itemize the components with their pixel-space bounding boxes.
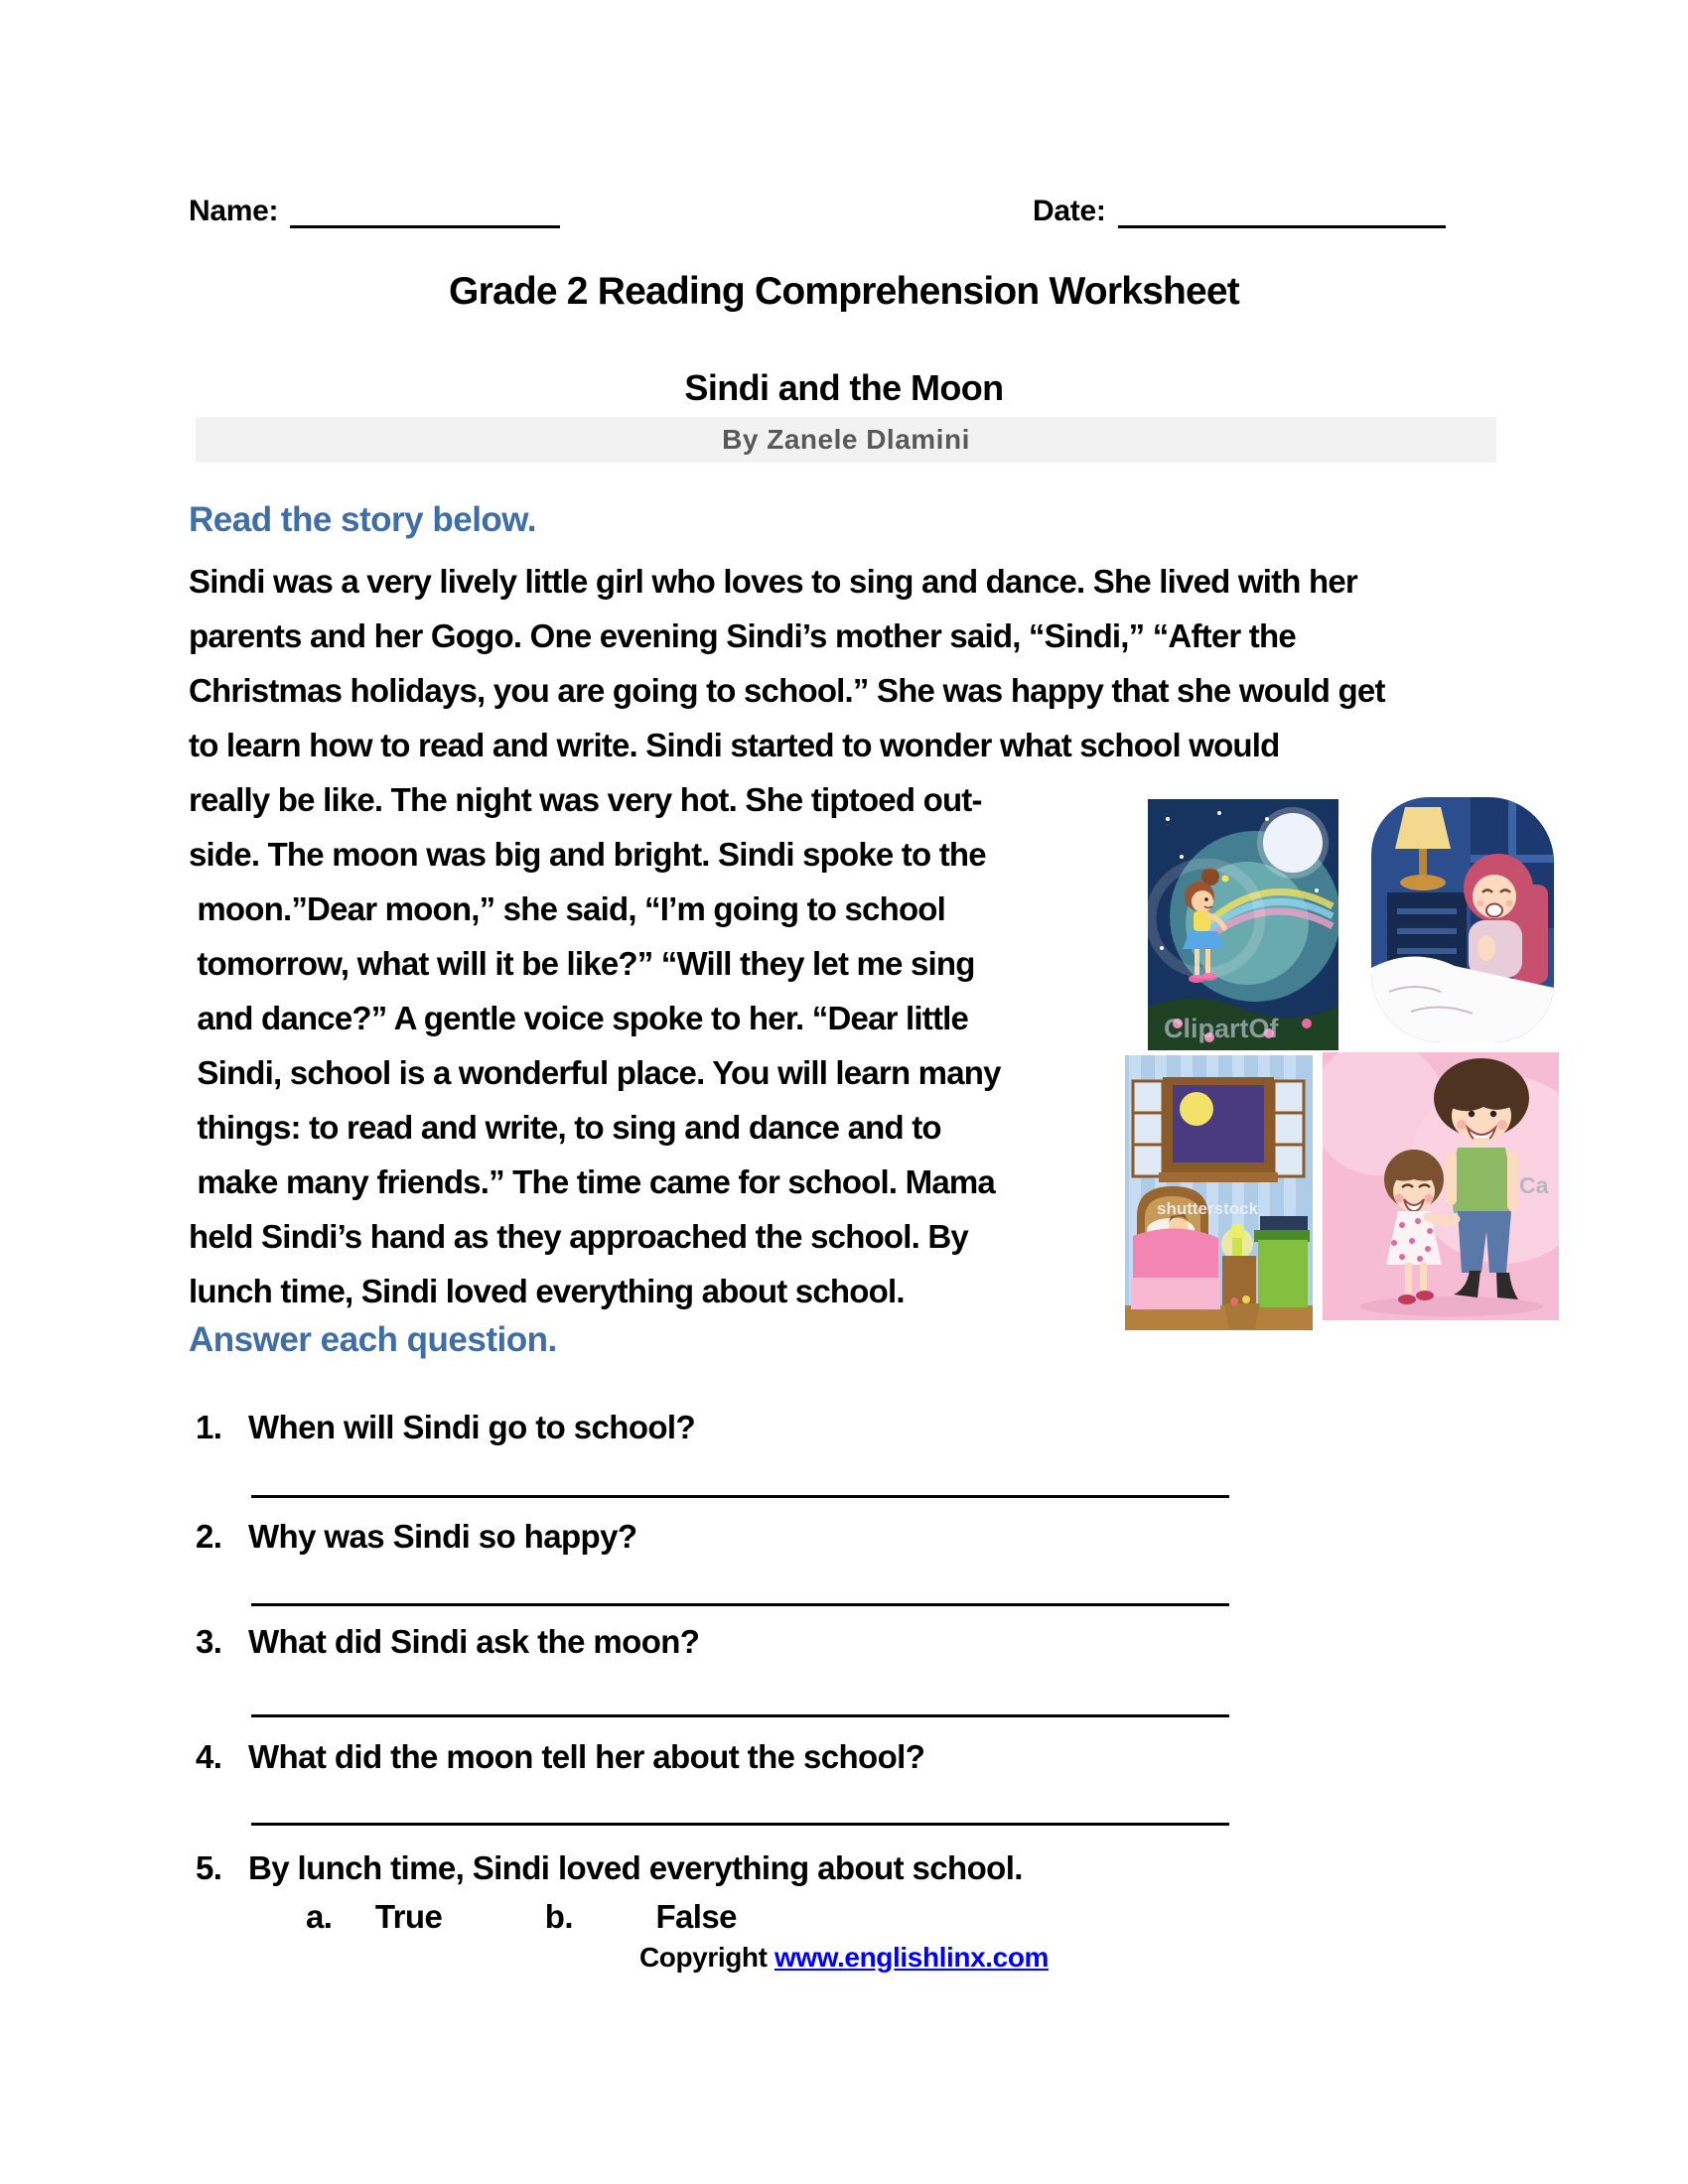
name-blank-line xyxy=(290,196,560,228)
nightstand xyxy=(1222,1256,1256,1305)
worksheet-title: Grade 2 Reading Comprehension Worksheet xyxy=(449,270,1239,313)
illustration-mother-and-daughter xyxy=(1323,1052,1559,1320)
story-line: parents and her Gogo. One evening Sindi’s mother said, “Sindi,” “After the xyxy=(189,617,1296,654)
option-b-value: False xyxy=(655,1898,737,1935)
footer xyxy=(0,1942,1688,1974)
story-line: tomorrow, what will it be like?” “Will they let me sing xyxy=(189,945,975,982)
option-b-label: b. xyxy=(544,1898,573,1935)
question-1 xyxy=(196,1408,695,1447)
name-field xyxy=(189,195,560,228)
bedroom-night-scene xyxy=(1125,1055,1313,1330)
question-text: By lunch time, Sindi loved everything about school. xyxy=(248,1849,1023,1886)
question-number: 1. xyxy=(196,1409,222,1445)
story-line: and dance?” A gentle voice spoke to her. “Dear little xyxy=(189,1000,969,1036)
story-line: things: to read and write, to sing and dance and to xyxy=(189,1109,941,1146)
girl-praying-scene xyxy=(1371,797,1554,1042)
story-line: moon.”Dear moon,” she said, “I’m going to school xyxy=(189,890,946,927)
illustration-girl-praying xyxy=(1371,797,1554,1042)
moon-icon xyxy=(1263,813,1323,873)
true-false-options xyxy=(306,1898,737,1936)
question-text: When will Sindi go to school? xyxy=(248,1409,696,1445)
option-a-label: a. xyxy=(306,1898,333,1935)
date-field xyxy=(1033,195,1446,228)
question-3 xyxy=(196,1622,699,1662)
story-line: really be like. The night was very hot. She tiptoed out- xyxy=(189,781,982,818)
story-line: Christmas holidays, you are going to school.” She was happy that she would get xyxy=(189,672,1385,709)
moon-icon xyxy=(1180,1092,1213,1126)
mother-daughter-scene xyxy=(1323,1052,1559,1320)
answer-line-2 xyxy=(251,1603,1229,1606)
question-4 xyxy=(196,1737,924,1777)
byline: By Zanele Dlamini xyxy=(196,417,1496,463)
question-number: 2. xyxy=(196,1518,222,1555)
story-line: Sindi was a very lively little girl who loves to sing and dance. She lived with her xyxy=(189,563,1357,600)
question-number: 3. xyxy=(196,1623,222,1660)
basket xyxy=(1224,1303,1260,1329)
option-a-value: True xyxy=(374,1898,443,1935)
green-cabinet xyxy=(1258,1240,1308,1307)
girl-and-moon-night-scene xyxy=(1148,799,1338,1050)
name-label: Name: xyxy=(189,195,279,227)
question-text: Why was Sindi so happy? xyxy=(248,1518,637,1555)
story-line: make many friends.” The time came for school. Mama xyxy=(189,1163,995,1200)
answer-line-4 xyxy=(251,1823,1229,1826)
story-line: to learn how to read and write. Sindi started to wonder what school would xyxy=(189,727,1280,763)
date-blank-line xyxy=(1118,196,1446,228)
date-label: Date: xyxy=(1033,195,1106,227)
story-line: held Sindi’s hand as they approached the school. By xyxy=(189,1218,968,1255)
question-number: 4. xyxy=(196,1738,222,1775)
answer-questions-heading: Answer each question. xyxy=(189,1320,557,1359)
story-title: Sindi and the Moon xyxy=(684,367,1004,408)
blanket xyxy=(1133,1228,1218,1282)
question-text: What did the moon tell her about the school? xyxy=(248,1738,925,1775)
answer-line-1 xyxy=(251,1495,1229,1498)
question-2 xyxy=(196,1517,636,1557)
englishlinx-link[interactable]: www.englishlinx.com xyxy=(774,1942,1050,1973)
question-5 xyxy=(196,1848,1023,1888)
read-story-heading: Read the story below. xyxy=(189,500,536,539)
story-line: lunch time, Sindi loved everything about school. xyxy=(189,1273,905,1309)
answer-line-3 xyxy=(251,1714,1229,1717)
question-number: 5. xyxy=(196,1849,222,1886)
copyright-label: Copyright xyxy=(638,1942,768,1973)
story-line: Sindi, school is a wonderful place. You will learn many xyxy=(189,1054,1001,1091)
star xyxy=(1222,876,1229,883)
watermark-text: Ca xyxy=(1519,1172,1549,1198)
watermark-text: ClipartOf xyxy=(1164,1014,1279,1043)
story-line: side. The moon was big and bright. Sindi spoke to the xyxy=(189,836,986,873)
illustration-girl-sleeping-bedroom xyxy=(1125,1055,1313,1330)
question-text: What did Sindi ask the moon? xyxy=(248,1623,700,1660)
window xyxy=(1133,1077,1304,1182)
watermark-text: shutterstock xyxy=(1157,1199,1259,1218)
illustration-girl-talking-to-moon xyxy=(1148,799,1338,1050)
